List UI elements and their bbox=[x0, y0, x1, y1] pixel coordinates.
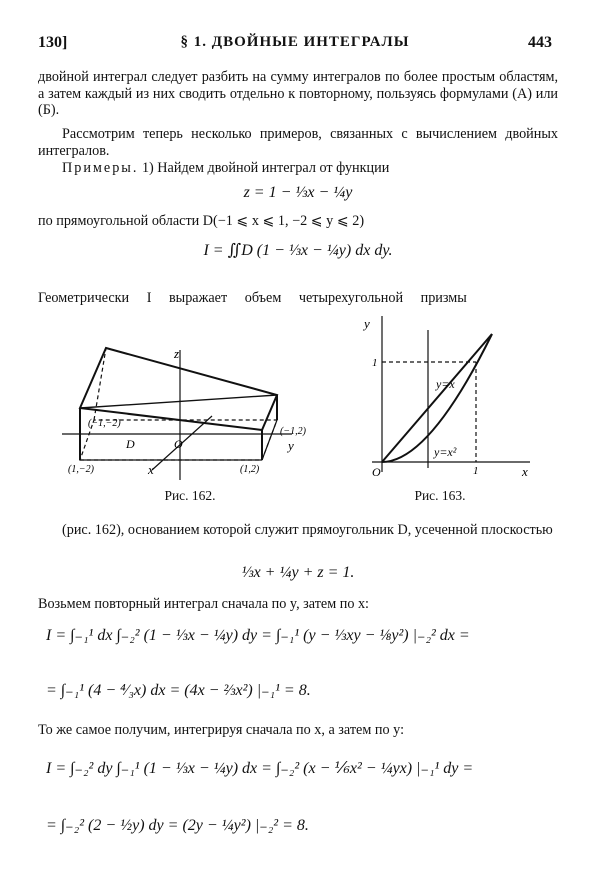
fig163-label-x: x bbox=[522, 464, 528, 479]
paragraph-iterated-xy: То же самое получим, интегрируя сначала по x, а затем по y: bbox=[38, 722, 405, 738]
formula-iterated-1: I = ∫₋₁¹ dx ∫₋₂² (1 − ⅓x − ¼y) dy = ∫₋₁¹ (y − ⅓xy − ⅛y²) |₋₂² dx = bbox=[46, 627, 470, 644]
formula-iterated-2: = ∫₋₁¹ (4 − ⁴⁄₃x) dx = (4x − ⅔x²) |₋₁¹ = 8. bbox=[46, 682, 311, 699]
figure-163 bbox=[352, 310, 542, 480]
formula-plane: ⅓x + ¼y + z = 1. bbox=[241, 564, 355, 581]
formula-iterated-4: = ∫₋₂² (2 − ½y) dy = (2y − ¼y²) |₋₂² = 8. bbox=[46, 817, 309, 834]
fig162-label-x: x bbox=[148, 462, 154, 477]
examples-label: Примеры. bbox=[62, 160, 139, 176]
page-number: 443 bbox=[528, 34, 552, 51]
paragraph-prism: (рис. 162), основанием которой служит прямоугольник D, усеченной плоскостью bbox=[62, 522, 553, 538]
paragraph-example-1 bbox=[38, 160, 558, 177]
paragraph-intro: двойной интеграл следует разбить на сумму интегралов по более простым областям, а затем каждый из них сводить отдельно к повторному, пользуясь формулами (А) или (Б). bbox=[38, 69, 558, 118]
fig163-label-parabola: y=x² bbox=[434, 445, 457, 459]
fig162-label-y: y bbox=[288, 438, 294, 453]
section-title: § 1. ДВОЙНЫЕ ИНТЕГРАЛЫ bbox=[180, 34, 410, 50]
fig163-tick-y1: 1 bbox=[372, 357, 378, 369]
fig162-label-z: z bbox=[174, 346, 180, 361]
running-header bbox=[38, 34, 552, 56]
figure-163-caption: Рис. 163. bbox=[414, 488, 466, 503]
fig162-label-12: (1,2) bbox=[240, 464, 260, 475]
fig162-label-d: D bbox=[126, 437, 135, 451]
paragraph-iterated-yx: Возьмем повторный интеграл сначала по y, затем по x: bbox=[38, 596, 369, 612]
fig162-label-1m2: (1,−2) bbox=[68, 464, 94, 475]
example-1-text: 1) Найдем двойной интеграл от функции bbox=[141, 160, 390, 176]
paragraph-examples-intro: Рассмотрим теперь несколько примеров, связанных с вычислением двойных интегралов. bbox=[38, 126, 558, 159]
fig162-label-m12: (−1,2) bbox=[280, 426, 306, 437]
fig163-label-y: y bbox=[364, 316, 370, 331]
fig162-label-m1m2: (−1,−2) bbox=[88, 418, 121, 429]
formula-iterated-3: I = ∫₋₂² dy ∫₋₁¹ (1 − ⅓x − ¼y) dx = ∫₋₂² (x − ⅙x² − ¼yx) |₋₁¹ dy = bbox=[46, 760, 474, 777]
fig163-label-origin: O bbox=[372, 465, 381, 479]
figure-162-caption: Рис. 162. bbox=[164, 488, 216, 503]
fig163-label-line: y=x bbox=[436, 377, 455, 391]
fig162-label-origin: O bbox=[174, 437, 183, 451]
section-number: 130] bbox=[38, 34, 68, 51]
formula-function: z = 1 − ⅓x − ¼y bbox=[243, 184, 353, 201]
fig163-tick-x1: 1 bbox=[473, 465, 479, 477]
formula-double-integral: I = ∬D (1 − ⅓x − ¼y) dx dy. bbox=[203, 242, 393, 259]
paragraph-region: по прямоугольной области D(−1 ⩽ x ⩽ 1, −2 ⩽ y ⩽ 2) bbox=[38, 213, 365, 229]
figure-162 bbox=[62, 320, 322, 485]
paragraph-geometric: Геометрически I выражает объем четырехугольной призмы bbox=[38, 290, 467, 306]
